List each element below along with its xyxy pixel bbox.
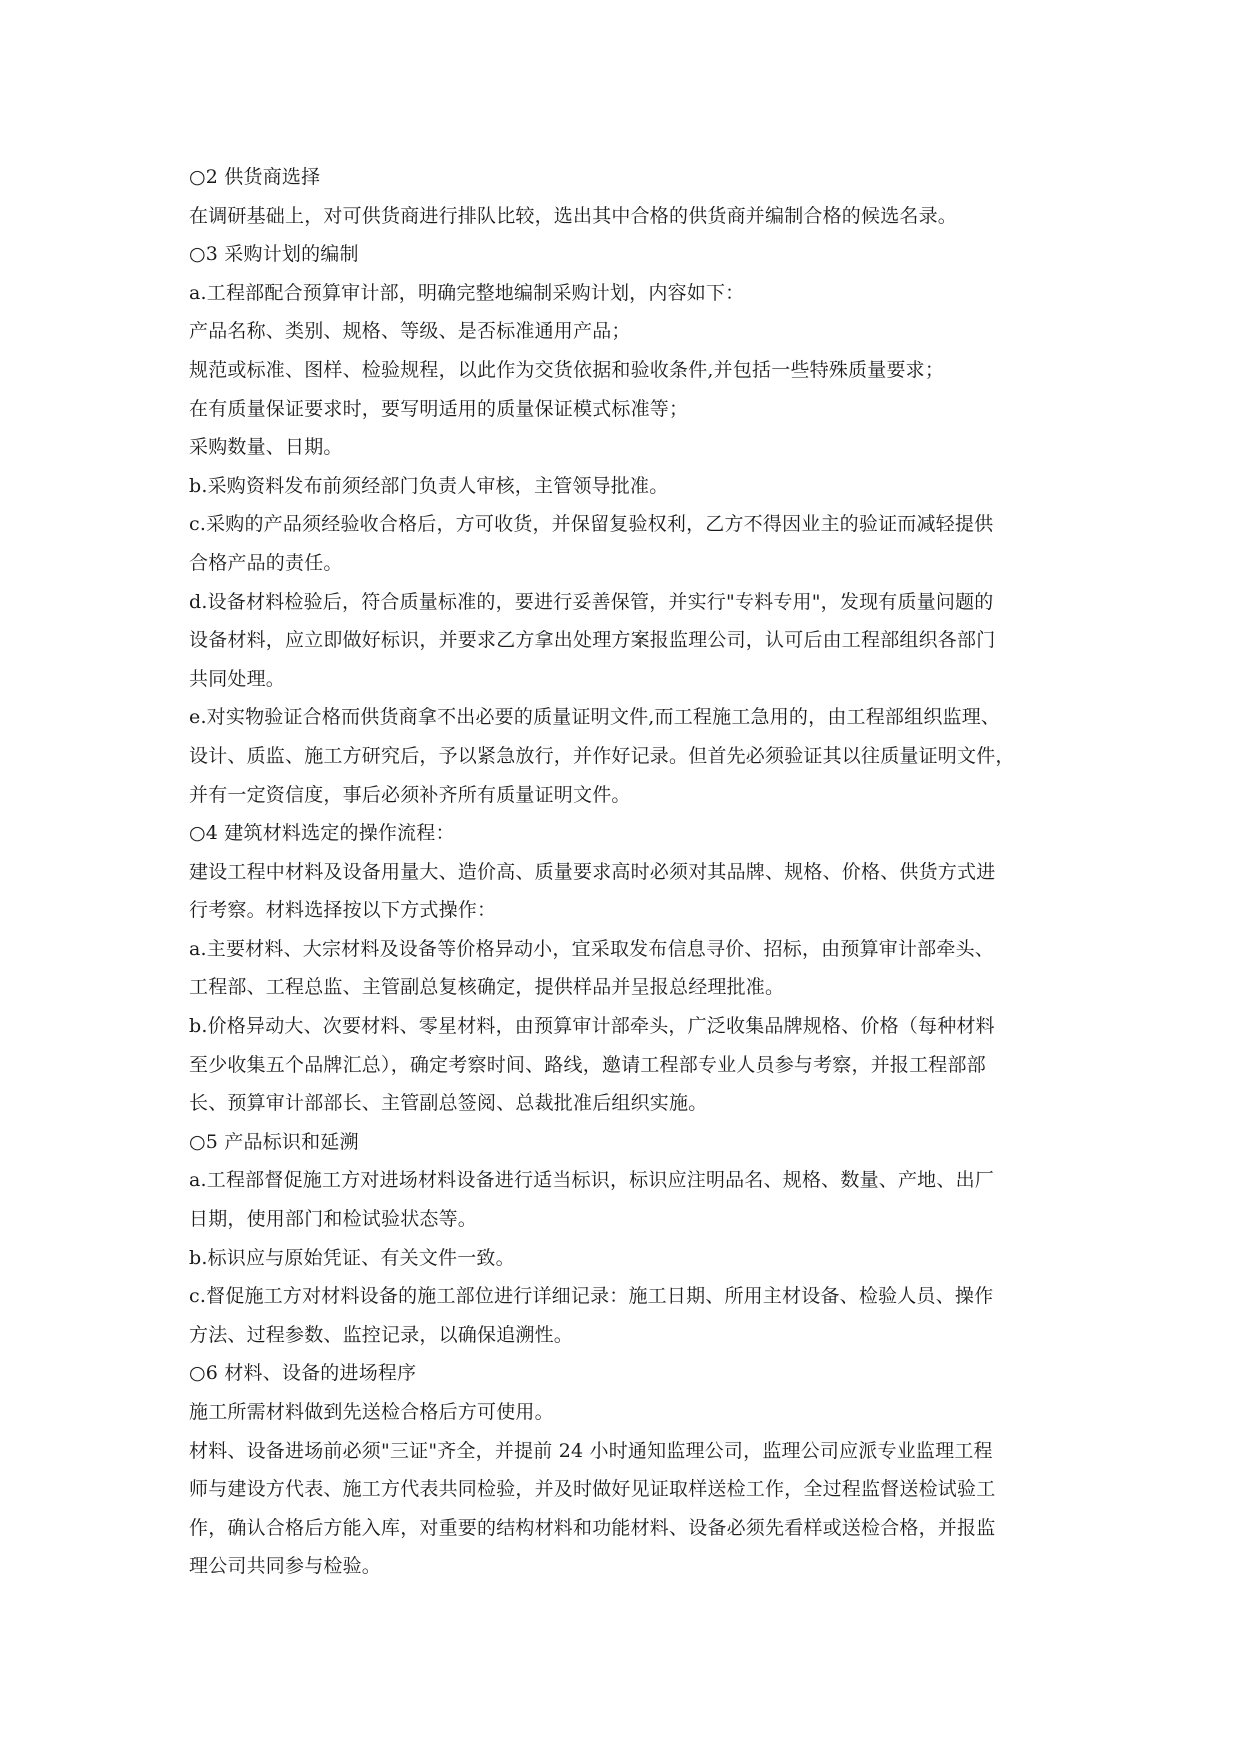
paragraph-line: 工程部、工程总监、主管副总复核确定，提供样品并呈报总经理批准。	[189, 976, 785, 999]
heading-entry-procedure: ○6 材料、设备的进场程序	[189, 1362, 417, 1385]
paragraph-line: 并有一定资信度，事后必须补齐所有质量证明文件。	[189, 783, 631, 806]
heading-product-identification: ○5 产品标识和延溯	[189, 1130, 359, 1153]
paragraph-line: 日期，使用部门和检试验状态等。	[189, 1208, 478, 1231]
paragraph-line: 规范或标准、图样、检验规程，以此作为交货依据和验收条件,并包括一些特殊质量要求；	[189, 358, 945, 381]
paragraph-line: 建设工程中材料及设备用量大、造价高、质量要求高时必须对其品牌、规格、价格、供货方式进	[189, 860, 996, 883]
paragraph-line: b.标识应与原始凭证、有关文件一致。	[189, 1246, 515, 1269]
paragraph-line: 师与建设方代表、施工方代表共同检验，并及时做好见证取样送检工作，全过程监督送检试验工	[189, 1478, 996, 1501]
paragraph-line: 行考察。材料选择按以下方式操作：	[189, 899, 497, 922]
paragraph-line: b.采购资料发布前须经部门负责人审核，主管领导批准。	[189, 474, 669, 497]
paragraph-line: 在有质量保证要求时，要写明适用的质量保证模式标准等；	[189, 397, 689, 420]
paragraph-line: c.督促施工方对材料设备的施工部位进行详细记录：施工日期、所用主材设备、检验人员、操作	[189, 1285, 994, 1308]
paragraph-line: 产品名称、类别、规格、等级、是否标准通用产品；	[189, 320, 631, 343]
paragraph-line: 设备材料，应立即做好标识，并要求乙方拿出处理方案报监理公司，认可后由工程部组织各部门	[189, 629, 996, 652]
paragraph-line: 合格产品的责任。	[189, 551, 343, 574]
heading-material-selection: ○4 建筑材料选定的操作流程：	[189, 822, 455, 845]
paragraph-line: a.工程部配合预算审计部，明确完整地编制采购计划，内容如下：	[189, 281, 745, 304]
paragraph-line: 理公司共同参与检验。	[189, 1555, 382, 1578]
paragraph-line: 长、预算审计部部长、主管副总签阅、总裁批准后组织实施。	[189, 1092, 708, 1115]
paragraph-line: 采购数量、日期。	[189, 436, 343, 459]
paragraph-line: c.采购的产品须经验收合格后，方可收货，并保留复验权利，乙方不得因业主的验证而减轻提供	[189, 513, 994, 536]
paragraph-line: 材料、设备进场前必须"三证"齐全，并提前 24 小时通知监理公司，监理公司应派专业监理工程	[189, 1439, 993, 1462]
heading-supplier-selection: ○2 供货商选择	[189, 166, 321, 188]
paragraph-line: a.主要材料、大宗材料及设备等价格异动小，宜采取发布信息寻价、招标，由预算审计部牵头、	[189, 937, 994, 960]
paragraph-line: 在调研基础上，对可供货商进行排队比较，选出其中合格的供货商并编制合格的候选名录。	[189, 204, 958, 227]
paragraph-line: a.工程部督促施工方对进场材料设备进行适当标识，标识应注明品名、规格、数量、产地、出厂	[189, 1169, 994, 1192]
heading-purchase-plan: ○3 采购计划的编制	[189, 243, 359, 266]
paragraph-line: 至少收集五个品牌汇总），确定考察时间、路线，邀请工程部专业人员参与考察，并报工程部部	[189, 1053, 986, 1076]
document-body	[189, 158, 1059, 1586]
paragraph-line: 设计、质监、施工方研究后，予以紧急放行，并作好记录。但首先必须验证其以往质量证明文件，	[189, 744, 1015, 767]
paragraph-line: b.价格异动大、次要材料、零星材料，由预算审计部牵头，广泛收集品牌规格、价格（每种材料	[189, 1015, 995, 1038]
paragraph-line: 施工所需材料做到先送检合格后方可使用。	[189, 1401, 554, 1423]
paragraph-line: 方法、过程参数、监控记录，以确保追溯性。	[189, 1323, 574, 1346]
paragraph-line: 共同处理。	[189, 667, 286, 690]
paragraph-line: 作，确认合格后方能入库，对重要的结构材料和功能材料、设备必须先看样或送检合格，并报监	[189, 1516, 996, 1539]
paragraph-line: d.设备材料检验后，符合质量标准的，要进行妥善保管，并实行"专料专用"，发现有质量问题的	[189, 590, 994, 613]
paragraph-line: e.对实物验证合格而供货商拿不出必要的质量证明文件,而工程施工急用的，由工程部组织监理、	[189, 706, 1001, 729]
